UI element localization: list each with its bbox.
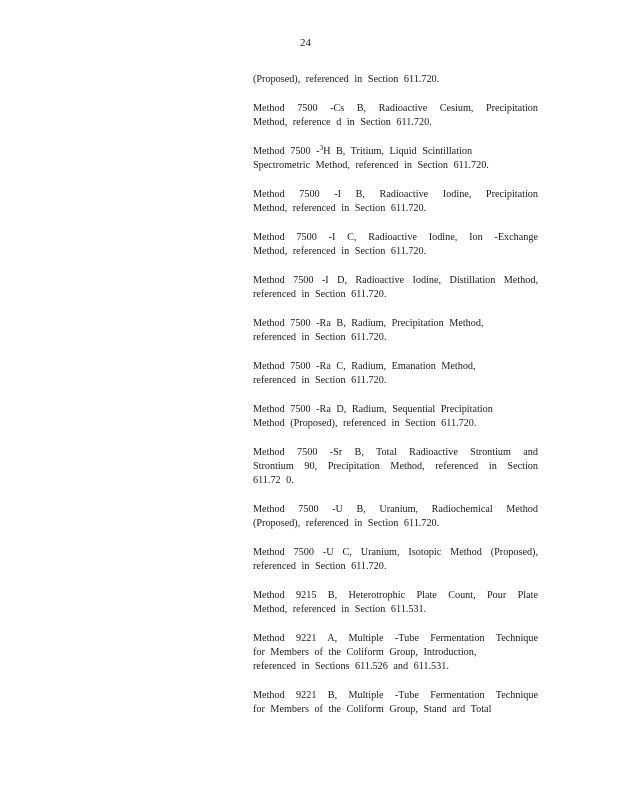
entry-line: 611.72 0. bbox=[253, 475, 294, 487]
page-number: 24 bbox=[300, 37, 311, 49]
entry-line: Spectrometric Method, referenced in Section 611.720. bbox=[253, 159, 489, 171]
entry-line: referenced in Section 611.720. bbox=[253, 561, 387, 573]
entry-line: Method 9215 B, Heterotrophic Plate Count, Pour Plate bbox=[253, 589, 538, 601]
method-entry bbox=[253, 503, 538, 532]
entry-line: Method 7500 -I C, Radioactive Iodine, Ion -Exchange bbox=[253, 231, 538, 243]
entry-line-rest: H B, Tritium, Liquid Scintillation bbox=[323, 145, 473, 157]
entry-line: Method 7500 -U C, Uranium, Isotopic Method (Proposed), bbox=[253, 546, 538, 558]
entry-line: Method, reference d in Section 611.720. bbox=[253, 116, 432, 128]
entry-line: Method 7500 -Ra B, Radium, Precipitation Method, bbox=[253, 317, 484, 329]
method-entry bbox=[253, 145, 538, 174]
method-entry bbox=[253, 403, 538, 432]
method-entry bbox=[253, 231, 538, 260]
method-entry bbox=[253, 274, 538, 303]
entry-line: for Members of the Coliform Group, Stand ard Total bbox=[253, 704, 492, 716]
entry-line: Method 7500 -I B, Radioactive Iodine, Precipitation bbox=[253, 188, 538, 200]
entry-line: Method 7500 -U B, Uranium, Radiochemical Method bbox=[253, 503, 538, 515]
method-entry bbox=[253, 446, 538, 489]
entry-line: Method 9221 A, Multiple -Tube Fermentation Technique bbox=[253, 632, 538, 644]
superscript-mass-number: 3 bbox=[319, 143, 324, 152]
method-entry bbox=[253, 188, 538, 217]
entry-line: (Proposed), referenced in Section 611.720. bbox=[253, 518, 440, 530]
method-entry bbox=[253, 546, 538, 575]
entry-line: Method, referenced in Section 611.531. bbox=[253, 604, 427, 616]
entry-line: Method 7500 -Sr B, Total Radioactive Strontium and bbox=[253, 446, 538, 458]
entry-line: Method, referenced in Section 611.720. bbox=[253, 245, 427, 257]
method-entry bbox=[253, 689, 538, 718]
entry-line bbox=[253, 145, 538, 159]
entry-line: Method 9221 B, Multiple -Tube Fermentation Technique bbox=[253, 690, 538, 702]
entry-line: referenced in Sections 611.526 and 611.531. bbox=[253, 661, 449, 673]
entry-line: Method 7500 -I D, Radioactive Iodine, Distillation Method, bbox=[253, 274, 538, 286]
entry-line: Method, referenced in Section 611.720. bbox=[253, 202, 427, 214]
entry-line: Method 7500 -Ra C, Radium, Emanation Method, bbox=[253, 360, 476, 372]
entry-line: referenced in Section 611.720. bbox=[253, 288, 387, 300]
method-entry bbox=[253, 102, 538, 131]
method-entry bbox=[253, 317, 538, 346]
entry-line: for Members of the Coliform Group, Introduction, bbox=[253, 647, 477, 659]
method-list bbox=[253, 73, 538, 732]
method-entry bbox=[253, 360, 538, 389]
entry-line: Method (Proposed), referenced in Section 611.720. bbox=[253, 417, 477, 429]
entry-prefix: Method 7500 - bbox=[253, 145, 320, 157]
method-entry bbox=[253, 589, 538, 618]
entry-line: referenced in Section 611.720. bbox=[253, 374, 387, 386]
entry-line: Method 7500 -Ra D, Radium, Sequential Precipitation bbox=[253, 403, 493, 415]
entry-line: referenced in Section 611.720. bbox=[253, 331, 387, 343]
entry-line: Strontium 90, Precipitation Method, referenced in Section bbox=[253, 460, 538, 472]
entry-line: (Proposed), referenced in Section 611.720. bbox=[253, 74, 440, 85]
entry-line: Method 7500 -Cs B, Radioactive Cesium, Precipitation bbox=[253, 102, 538, 114]
method-entry bbox=[253, 632, 538, 675]
method-entry bbox=[253, 73, 538, 87]
